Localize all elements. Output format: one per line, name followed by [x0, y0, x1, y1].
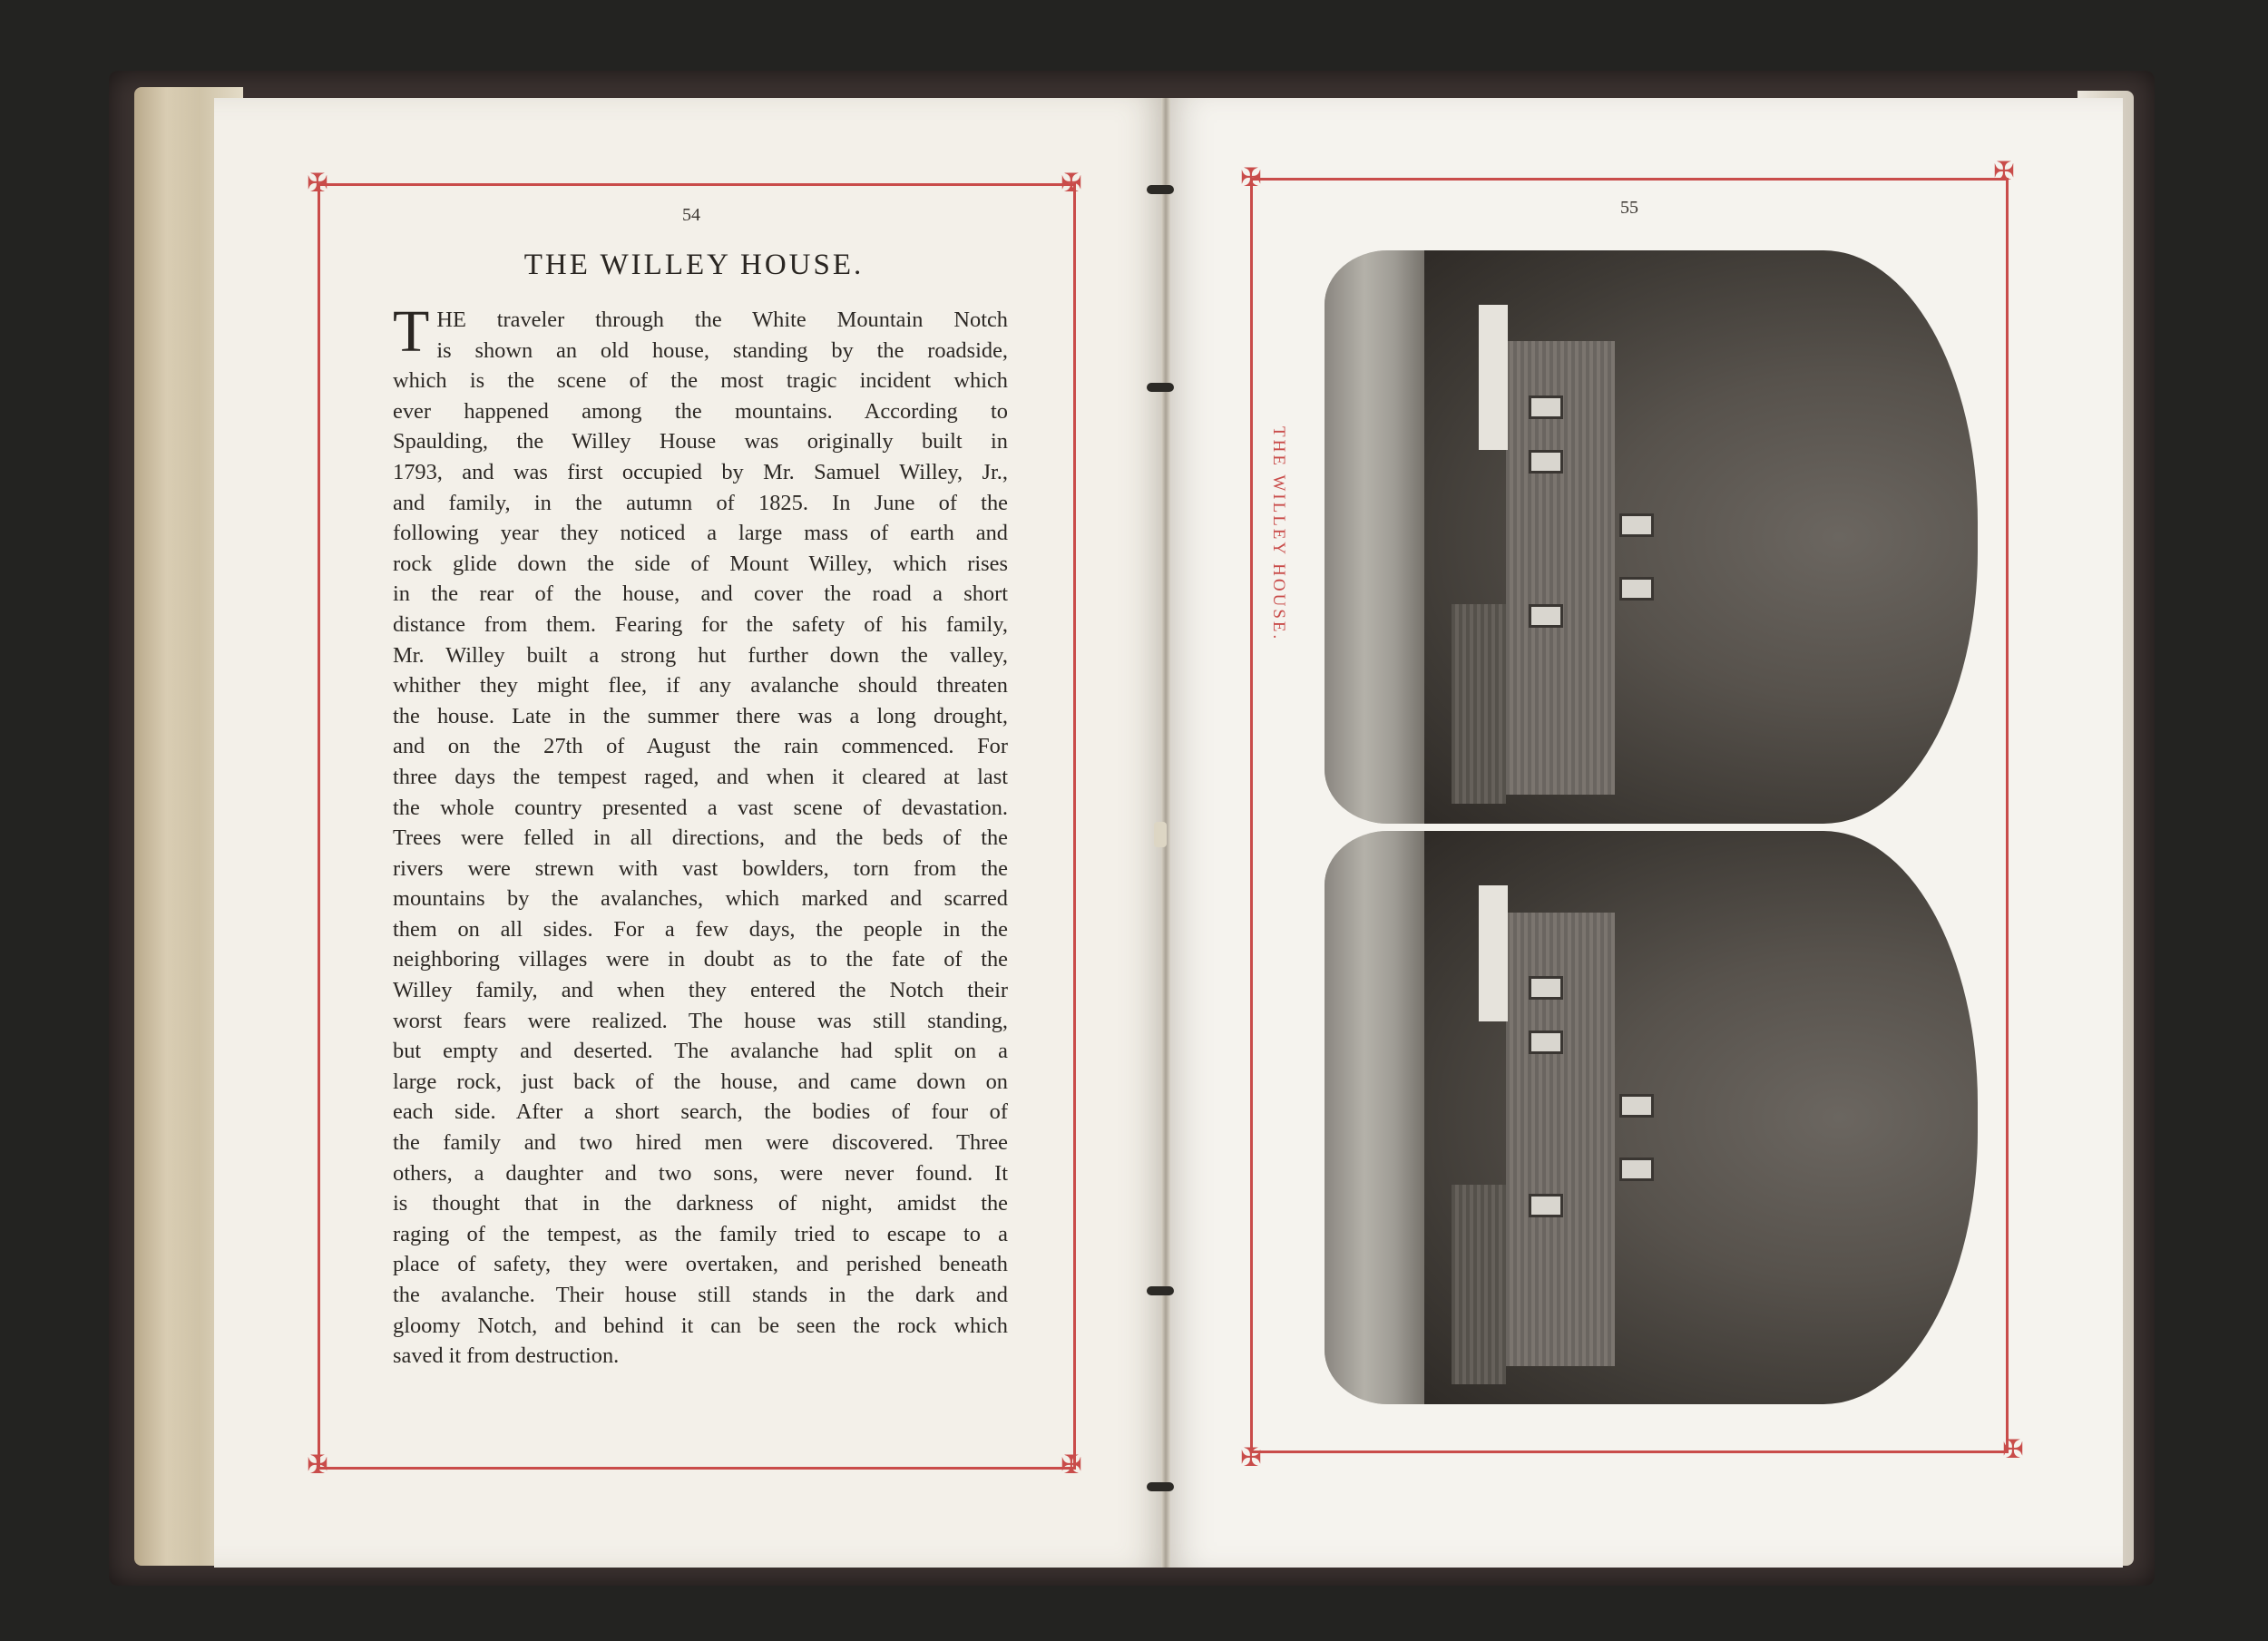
binding-stitch [1147, 1286, 1174, 1295]
text-line: worst fears were realized. The house was still standing, [393, 1008, 1008, 1033]
text-line: ever happened among the mountains. According to [393, 398, 1008, 424]
binding-thread [1154, 822, 1167, 847]
text-line: each side. After a short search, the bodies of four of [393, 1099, 1008, 1125]
text-line: and on the 27th of August the rain commenced. For [393, 734, 1008, 759]
drop-cap: T [393, 298, 430, 365]
corner-ornament-icon: ✠ [1061, 1450, 1082, 1480]
corner-ornament-icon: ✠ [1240, 1442, 1262, 1472]
page-number-left: 54 [682, 205, 700, 225]
text-line: mountains by the avalanches, which marked and scarred [393, 886, 1008, 912]
text-line: three days the tempest raged, and when it cleared at last [393, 764, 1008, 789]
text-line: place of safety, they were overtaken, and perished beneath [393, 1252, 1008, 1277]
text-line: and family, in the autumn of 1825. In June of the [393, 490, 1008, 515]
text-line: but empty and deserted. The avalanche had split on a [393, 1039, 1008, 1064]
text-line: gloomy Notch, and behind it can be seen the rock which [393, 1313, 1008, 1338]
corner-ornament-icon: ✠ [2002, 1434, 2024, 1464]
corner-ornament-icon: ✠ [307, 168, 328, 198]
text-line: Willey family, and when they entered the Notch their [393, 978, 1008, 1003]
corner-ornament-icon: ✠ [1993, 156, 2015, 186]
text-line: them on all sides. For a few days, the people in the [393, 916, 1008, 942]
photo-caption: THE WILLEY HOUSE. [1269, 426, 1288, 642]
text-line: the house. Late in the summer there was a long drought, [393, 703, 1008, 728]
text-line: the family and two hired men were discovered. Three [393, 1130, 1008, 1156]
text-line: neighboring villages were in doubt as to the fate of the [393, 947, 1008, 972]
text-line: HE traveler through the White Mountain Notch [436, 308, 1008, 332]
text-line: rivers were strewn with vast bowlders, torn from the [393, 855, 1008, 881]
text-line: Spaulding, the Willey House was originally built in [393, 429, 1008, 454]
text-line: raging of the tempest, as the family tried to escape to a [393, 1221, 1008, 1246]
text-line: rock glide down the side of Mount Willey, which rises [393, 551, 1008, 576]
text-line: distance from them. Fearing for the safety of his family, [393, 611, 1008, 637]
text-line: following year they noticed a large mass of earth and [393, 521, 1008, 546]
text-line: is thought that in the darkness of night, amidst the [393, 1191, 1008, 1216]
house-illustration [1452, 885, 1715, 1393]
text-line: large rock, just back of the house, and came down on [393, 1069, 1008, 1094]
binding-stitch [1147, 383, 1174, 392]
text-line: the avalanche. Their house still stands in the dark and [393, 1283, 1008, 1307]
article-body [393, 298, 1008, 1372]
text-line: whither they might flee, if any avalanche should threaten [393, 673, 1008, 698]
corner-ornament-icon: ✠ [1061, 168, 1082, 198]
text-line: 1793, and was first occupied by Mr. Samuel Willey, Jr., [393, 459, 1008, 484]
text-line: which is the scene of the most tragic incident which [393, 368, 1008, 394]
house-illustration [1452, 305, 1715, 813]
stereograph-photo-top [1325, 250, 1978, 824]
corner-ornament-icon: ✠ [307, 1450, 328, 1480]
binding-stitch [1147, 185, 1174, 194]
page-title: THE WILLEY HOUSE. [523, 249, 865, 281]
page-number-right: 55 [1620, 198, 1638, 218]
text-line: Trees were felled in all directions, and the beds of the [393, 825, 1008, 851]
binding-stitch [1147, 1482, 1174, 1491]
text-line: the whole country presented a vast scene of devastation. [393, 795, 1008, 820]
text-line: Mr. Willey built a strong hut further down the valley, [393, 642, 1008, 668]
stereograph-photo-bottom [1325, 831, 1978, 1404]
corner-ornament-icon: ✠ [1240, 162, 1262, 192]
text-line: others, a daughter and two sons, were never found. It [393, 1160, 1008, 1186]
text-line: saved it from destruction. [393, 1343, 620, 1369]
text-line: is shown an old house, standing by the roadside, [436, 337, 1008, 363]
text-line: in the rear of the house, and cover the road a short [393, 581, 1008, 607]
